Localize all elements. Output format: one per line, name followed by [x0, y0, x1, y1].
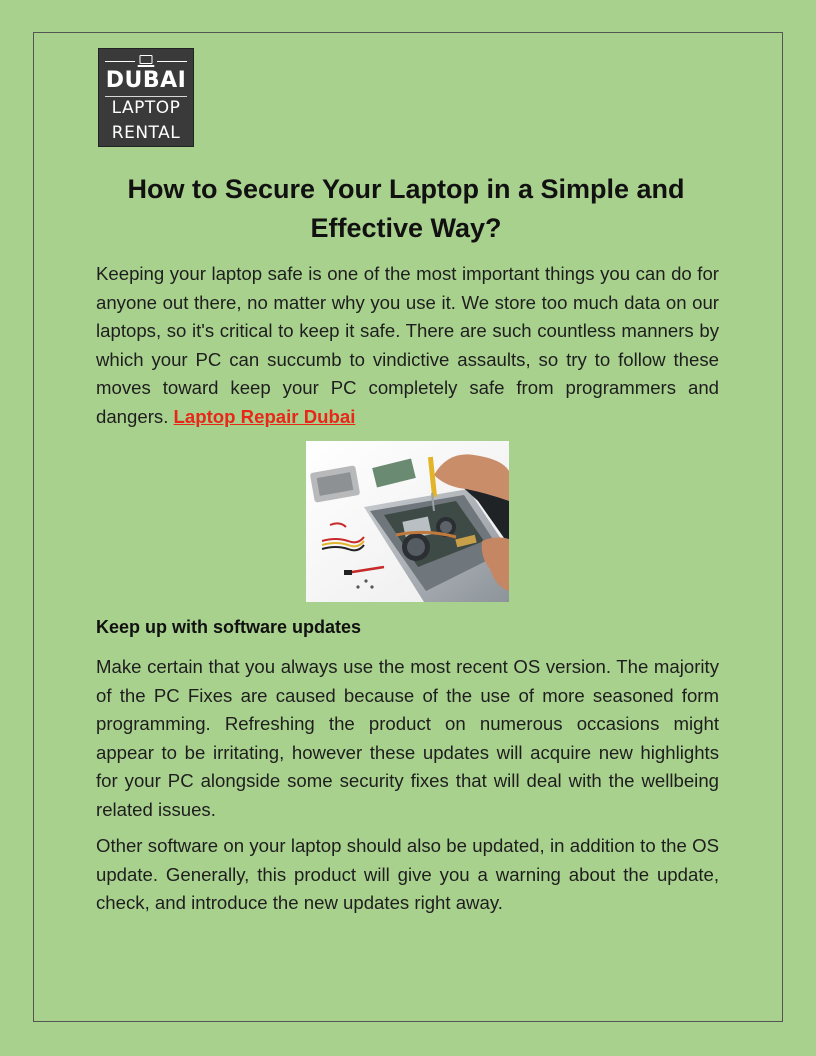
software-updates-paragraph-1: Make certain that you always use the most recent OS version. The majority of the PC Fixes are caused because of the use of more seasoned form programming. Refreshing the product on numerous occasions might appear to be irritating, however these updates will acquire new highlights for your PC alongside some security fixes that will deal with the wellbeing related issues. — [96, 656, 719, 820]
intro-text: Keeping your laptop safe is one of the most important things you can do for anyone out there, no matter why you use it. We store too much data on our laptops, so it's critical to keep it safe. There are such countless manners by which your PC can succumb to vindictive assaults, so try to follow these moves toward keep your PC completely safe from programmers and dangers. — [96, 263, 719, 427]
logo-top-rule — [105, 54, 187, 68]
intro-paragraph — [96, 260, 719, 432]
software-updates-paragraph-2: Other software on your laptop should also be updated, in addition to the OS update. Generally, this product will give you a warning about the update, check, and introduce the new updates right away. — [96, 835, 719, 914]
logo-word-rental: RENTAL — [111, 123, 181, 143]
laptop-icon — [140, 55, 153, 64]
laptop-repair-photo — [306, 441, 509, 602]
page-title: How to Secure Your Laptop in a Simple and Effective Way? — [127, 174, 685, 243]
section-heading-software-updates: Keep up with software updates — [96, 617, 362, 637]
laptop-repair-dubai-link[interactable]: Laptop Repair Dubai — [173, 405, 356, 427]
brand-logo — [98, 48, 194, 147]
logo-word-laptop: LAPTOP — [111, 98, 181, 118]
logo-word-dubai: DUBAI — [105, 68, 187, 93]
